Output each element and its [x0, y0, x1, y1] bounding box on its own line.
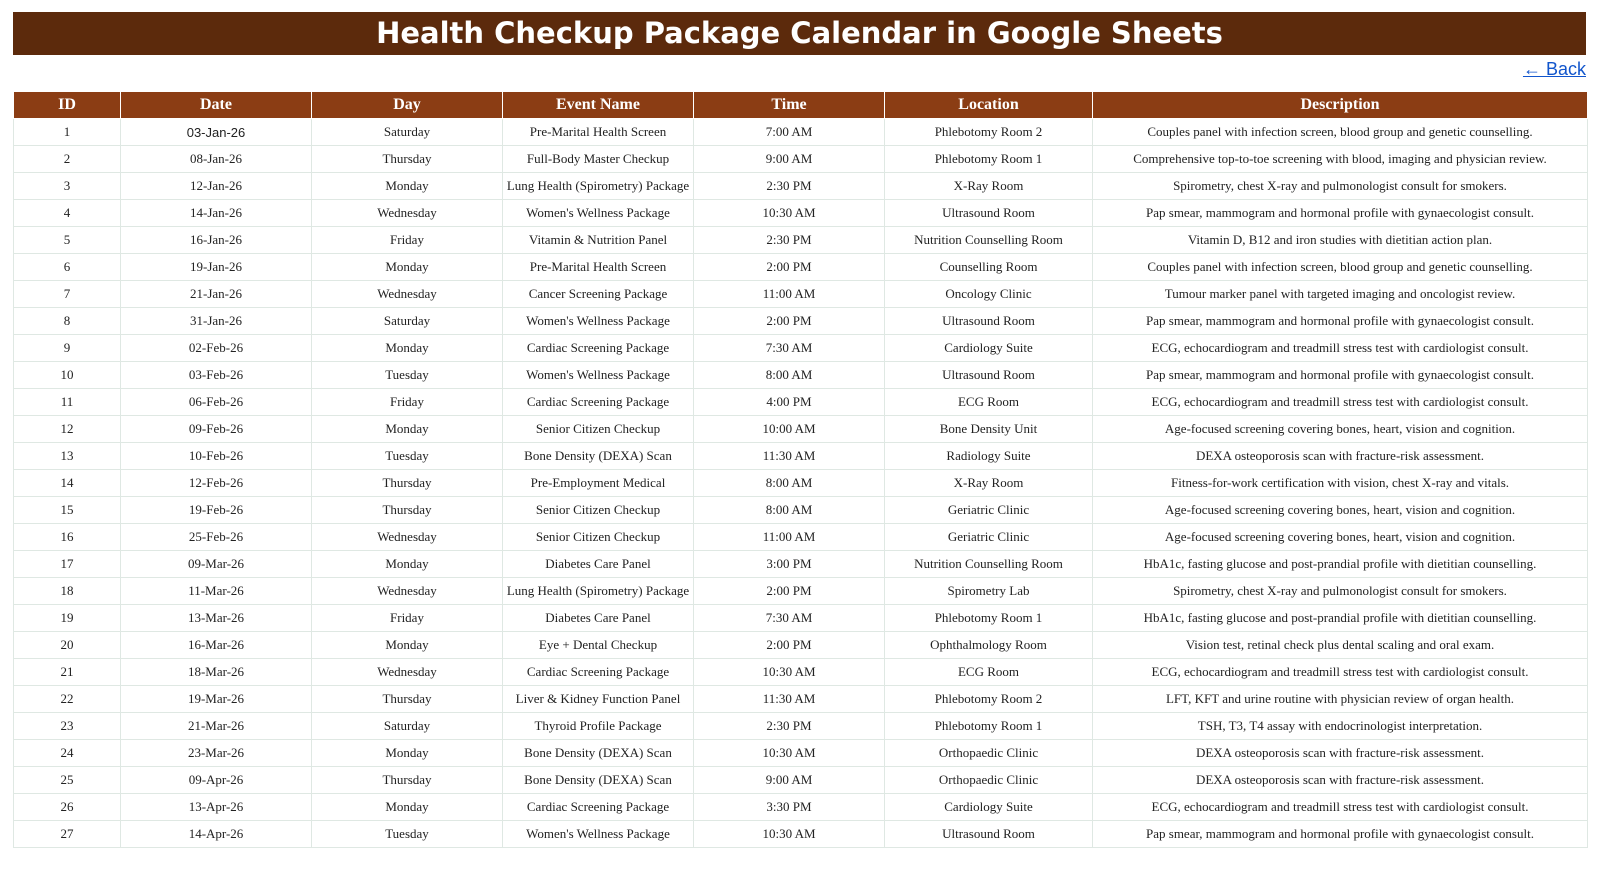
cell-date[interactable]: 16-Mar-26: [121, 632, 312, 659]
cell-time[interactable]: 4:00 PM: [694, 389, 885, 416]
table-row: [14, 821, 1588, 848]
cell-location[interactable]: Ultrasound Room: [885, 308, 1093, 335]
cell-description[interactable]: Pap smear, mammogram and hormonal profile with gynaecologist consult.: [1093, 308, 1588, 335]
cell-location[interactable]: Phlebotomy Room 1: [885, 605, 1093, 632]
table-row: [14, 254, 1588, 281]
cell-id[interactable]: 13: [14, 443, 121, 470]
column-header-id[interactable]: ID: [14, 92, 121, 119]
table-row: [14, 632, 1588, 659]
cell-description[interactable]: Couples panel with infection screen, blood group and genetic counselling.: [1093, 254, 1588, 281]
cell-time[interactable]: 10:30 AM: [694, 200, 885, 227]
cell-day[interactable]: Thursday: [312, 497, 503, 524]
cell-date[interactable]: 12-Feb-26: [121, 470, 312, 497]
cell-id[interactable]: 2: [14, 146, 121, 173]
cell-location[interactable]: Oncology Clinic: [885, 281, 1093, 308]
cell-description[interactable]: Pap smear, mammogram and hormonal profile with gynaecologist consult.: [1093, 821, 1588, 848]
cell-location[interactable]: ECG Room: [885, 659, 1093, 686]
cell-date[interactable]: 18-Mar-26: [121, 659, 312, 686]
cell-event-name[interactable]: Women's Wellness Package: [503, 308, 694, 335]
cell-location[interactable]: Nutrition Counselling Room: [885, 227, 1093, 254]
cell-description[interactable]: ECG, echocardiogram and treadmill stress test with cardiologist consult.: [1093, 389, 1588, 416]
cell-event-name[interactable]: Diabetes Care Panel: [503, 605, 694, 632]
cell-event-name[interactable]: Cancer Screening Package: [503, 281, 694, 308]
table-row: [14, 659, 1588, 686]
cell-description[interactable]: Pap smear, mammogram and hormonal profile with gynaecologist consult.: [1093, 362, 1588, 389]
cell-location[interactable]: Geriatric Clinic: [885, 497, 1093, 524]
cell-time[interactable]: 3:00 PM: [694, 551, 885, 578]
cell-id[interactable]: 19: [14, 605, 121, 632]
cell-id[interactable]: 1: [14, 119, 121, 146]
cell-date[interactable]: 14-Apr-26: [121, 821, 312, 848]
cell-id[interactable]: 22: [14, 686, 121, 713]
cell-date[interactable]: 19-Jan-26: [121, 254, 312, 281]
cell-id[interactable]: 7: [14, 281, 121, 308]
table-row: [14, 497, 1588, 524]
cell-time[interactable]: 8:00 AM: [694, 362, 885, 389]
cell-location[interactable]: Ultrasound Room: [885, 821, 1093, 848]
cell-time[interactable]: 10:30 AM: [694, 740, 885, 767]
table-row: [14, 308, 1588, 335]
cell-location[interactable]: Geriatric Clinic: [885, 524, 1093, 551]
cell-date[interactable]: 08-Jan-26: [121, 146, 312, 173]
cell-description[interactable]: DEXA osteoporosis scan with fracture-risk assessment.: [1093, 740, 1588, 767]
cell-day[interactable]: Thursday: [312, 470, 503, 497]
header-row: [14, 92, 1588, 119]
cell-id[interactable]: 5: [14, 227, 121, 254]
column-header-location[interactable]: Location: [885, 92, 1093, 119]
column-header-date[interactable]: Date: [121, 92, 312, 119]
cell-location[interactable]: Phlebotomy Room 1: [885, 146, 1093, 173]
page-title: Health Checkup Package Calendar in Google Sheets: [13, 12, 1586, 55]
table-row: [14, 173, 1588, 200]
cell-date[interactable]: 09-Mar-26: [121, 551, 312, 578]
cell-id[interactable]: 24: [14, 740, 121, 767]
table-row: [14, 389, 1588, 416]
table-row: [14, 335, 1588, 362]
cell-date[interactable]: 03-Jan-26: [121, 119, 312, 146]
cell-id[interactable]: 15: [14, 497, 121, 524]
cell-event-name[interactable]: Cardiac Screening Package: [503, 794, 694, 821]
cell-time[interactable]: 2:00 PM: [694, 578, 885, 605]
table-row: [14, 794, 1588, 821]
cell-id[interactable]: 17: [14, 551, 121, 578]
cell-location[interactable]: Spirometry Lab: [885, 578, 1093, 605]
table-row: [14, 605, 1588, 632]
cell-date[interactable]: 19-Feb-26: [121, 497, 312, 524]
cell-location[interactable]: Cardiology Suite: [885, 794, 1093, 821]
cell-event-name[interactable]: Thyroid Profile Package: [503, 713, 694, 740]
cell-id[interactable]: 20: [14, 632, 121, 659]
cell-event-name[interactable]: Women's Wellness Package: [503, 200, 694, 227]
cell-time[interactable]: 7:30 AM: [694, 335, 885, 362]
cell-description[interactable]: Age-focused screening covering bones, heart, vision and cognition.: [1093, 524, 1588, 551]
cell-time[interactable]: 9:00 AM: [694, 767, 885, 794]
table-row: [14, 686, 1588, 713]
cell-date[interactable]: 19-Mar-26: [121, 686, 312, 713]
cell-time[interactable]: 2:30 PM: [694, 173, 885, 200]
cell-description[interactable]: TSH, T3, T4 assay with endocrinologist interpretation.: [1093, 713, 1588, 740]
cell-event-name[interactable]: Vitamin & Nutrition Panel: [503, 227, 694, 254]
cell-time[interactable]: 2:00 PM: [694, 632, 885, 659]
cell-id[interactable]: 16: [14, 524, 121, 551]
cell-time[interactable]: 2:30 PM: [694, 227, 885, 254]
table-row: [14, 551, 1588, 578]
cell-time[interactable]: 2:00 PM: [694, 308, 885, 335]
cell-description[interactable]: Comprehensive top-to-toe screening with blood, imaging and physician review.: [1093, 146, 1588, 173]
cell-id[interactable]: 4: [14, 200, 121, 227]
cell-event-name[interactable]: Cardiac Screening Package: [503, 659, 694, 686]
cell-description[interactable]: ECG, echocardiogram and treadmill stress test with cardiologist consult.: [1093, 335, 1588, 362]
calendar-table: [13, 91, 1588, 848]
table-row: [14, 767, 1588, 794]
cell-event-name[interactable]: Pre-Marital Health Screen: [503, 254, 694, 281]
cell-event-name[interactable]: Senior Citizen Checkup: [503, 497, 694, 524]
cell-day[interactable]: Monday: [312, 632, 503, 659]
cell-description[interactable]: Spirometry, chest X-ray and pulmonologist consult for smokers.: [1093, 173, 1588, 200]
cell-day[interactable]: Friday: [312, 227, 503, 254]
cell-event-name[interactable]: Women's Wellness Package: [503, 362, 694, 389]
cell-id[interactable]: 11: [14, 389, 121, 416]
column-header-description[interactable]: Description: [1093, 92, 1588, 119]
cell-date[interactable]: 11-Mar-26: [121, 578, 312, 605]
cell-day[interactable]: Monday: [312, 794, 503, 821]
cell-location[interactable]: Orthopaedic Clinic: [885, 740, 1093, 767]
cell-event-name[interactable]: Lung Health (Spirometry) Package: [503, 578, 694, 605]
cell-event-name[interactable]: Women's Wellness Package: [503, 821, 694, 848]
cell-date[interactable]: 10-Feb-26: [121, 443, 312, 470]
cell-id[interactable]: 9: [14, 335, 121, 362]
cell-event-name[interactable]: Bone Density (DEXA) Scan: [503, 767, 694, 794]
cell-id[interactable]: 18: [14, 578, 121, 605]
cell-day[interactable]: Monday: [312, 254, 503, 281]
cell-description[interactable]: Vitamin D, B12 and iron studies with dietitian action plan.: [1093, 227, 1588, 254]
cell-description[interactable]: LFT, KFT and urine routine with physician review of organ health.: [1093, 686, 1588, 713]
column-header-day[interactable]: Day: [312, 92, 503, 119]
cell-location[interactable]: Radiology Suite: [885, 443, 1093, 470]
cell-location[interactable]: Bone Density Unit: [885, 416, 1093, 443]
table-row: [14, 416, 1588, 443]
cell-id[interactable]: 25: [14, 767, 121, 794]
cell-location[interactable]: Counselling Room: [885, 254, 1093, 281]
cell-event-name[interactable]: Eye + Dental Checkup: [503, 632, 694, 659]
table-row: [14, 470, 1588, 497]
cell-date[interactable]: 25-Feb-26: [121, 524, 312, 551]
cell-description[interactable]: Pap smear, mammogram and hormonal profile with gynaecologist consult.: [1093, 200, 1588, 227]
cell-day[interactable]: Monday: [312, 416, 503, 443]
cell-id[interactable]: 12: [14, 416, 121, 443]
column-header-event-name[interactable]: Event Name: [503, 92, 694, 119]
cell-event-name[interactable]: Pre-Employment Medical: [503, 470, 694, 497]
cell-date[interactable]: 23-Mar-26: [121, 740, 312, 767]
cell-description[interactable]: HbA1c, fasting glucose and post-prandial profile with dietitian counselling.: [1093, 605, 1588, 632]
column-header-time[interactable]: Time: [694, 92, 885, 119]
cell-description[interactable]: Couples panel with infection screen, blood group and genetic counselling.: [1093, 119, 1588, 146]
cell-location[interactable]: Phlebotomy Room 2: [885, 119, 1093, 146]
cell-time[interactable]: 11:30 AM: [694, 443, 885, 470]
cell-date[interactable]: 06-Feb-26: [121, 389, 312, 416]
cell-id[interactable]: 10: [14, 362, 121, 389]
cell-time[interactable]: 11:00 AM: [694, 524, 885, 551]
cell-description[interactable]: Spirometry, chest X-ray and pulmonologist consult for smokers.: [1093, 578, 1588, 605]
cell-time[interactable]: 11:00 AM: [694, 281, 885, 308]
cell-time[interactable]: 8:00 AM: [694, 497, 885, 524]
table-row: [14, 524, 1588, 551]
cell-location[interactable]: X-Ray Room: [885, 470, 1093, 497]
table-row: [14, 200, 1588, 227]
cell-day[interactable]: Thursday: [312, 767, 503, 794]
cell-event-name[interactable]: Diabetes Care Panel: [503, 551, 694, 578]
cell-event-name[interactable]: Bone Density (DEXA) Scan: [503, 740, 694, 767]
cell-date[interactable]: 13-Mar-26: [121, 605, 312, 632]
table-row: [14, 227, 1588, 254]
cell-day[interactable]: Saturday: [312, 119, 503, 146]
table-row: [14, 146, 1588, 173]
cell-description[interactable]: HbA1c, fasting glucose and post-prandial profile with dietitian counselling.: [1093, 551, 1588, 578]
cell-time[interactable]: 10:30 AM: [694, 821, 885, 848]
cell-day[interactable]: Monday: [312, 335, 503, 362]
cell-location[interactable]: Ultrasound Room: [885, 362, 1093, 389]
cell-day[interactable]: Saturday: [312, 713, 503, 740]
cell-date[interactable]: 16-Jan-26: [121, 227, 312, 254]
cell-date[interactable]: 02-Feb-26: [121, 335, 312, 362]
cell-id[interactable]: 8: [14, 308, 121, 335]
cell-location[interactable]: Phlebotomy Room 1: [885, 713, 1093, 740]
table-row: [14, 362, 1588, 389]
cell-time[interactable]: 10:30 AM: [694, 659, 885, 686]
cell-location[interactable]: X-Ray Room: [885, 173, 1093, 200]
table-row: [14, 443, 1588, 470]
cell-event-name[interactable]: Liver & Kidney Function Panel: [503, 686, 694, 713]
cell-description[interactable]: Age-focused screening covering bones, heart, vision and cognition.: [1093, 416, 1588, 443]
cell-event-name[interactable]: Senior Citizen Checkup: [503, 416, 694, 443]
cell-id[interactable]: 26: [14, 794, 121, 821]
cell-date[interactable]: 21-Jan-26: [121, 281, 312, 308]
table-row: [14, 578, 1588, 605]
cell-day[interactable]: Tuesday: [312, 821, 503, 848]
cell-id[interactable]: 27: [14, 821, 121, 848]
cell-description[interactable]: ECG, echocardiogram and treadmill stress test with cardiologist consult.: [1093, 794, 1588, 821]
cell-description[interactable]: Tumour marker panel with targeted imaging and oncologist review.: [1093, 281, 1588, 308]
cell-day[interactable]: Wednesday: [312, 578, 503, 605]
cell-time[interactable]: 7:00 AM: [694, 119, 885, 146]
cell-location[interactable]: Ophthalmology Room: [885, 632, 1093, 659]
cell-location[interactable]: ECG Room: [885, 389, 1093, 416]
cell-day[interactable]: Friday: [312, 389, 503, 416]
cell-time[interactable]: 2:30 PM: [694, 713, 885, 740]
cell-day[interactable]: Thursday: [312, 146, 503, 173]
cell-day[interactable]: Friday: [312, 605, 503, 632]
cell-event-name[interactable]: Cardiac Screening Package: [503, 335, 694, 362]
cell-time[interactable]: 8:00 AM: [694, 470, 885, 497]
cell-id[interactable]: 6: [14, 254, 121, 281]
table-row: [14, 281, 1588, 308]
cell-day[interactable]: Tuesday: [312, 443, 503, 470]
cell-date[interactable]: 09-Apr-26: [121, 767, 312, 794]
cell-event-name[interactable]: Senior Citizen Checkup: [503, 524, 694, 551]
cell-day[interactable]: Tuesday: [312, 362, 503, 389]
cell-location[interactable]: Nutrition Counselling Room: [885, 551, 1093, 578]
cell-time[interactable]: 11:30 AM: [694, 686, 885, 713]
cell-day[interactable]: Monday: [312, 173, 503, 200]
cell-day[interactable]: Monday: [312, 551, 503, 578]
table-row: [14, 119, 1588, 146]
cell-day[interactable]: Wednesday: [312, 200, 503, 227]
cell-id[interactable]: 21: [14, 659, 121, 686]
cell-description[interactable]: Fitness-for-work certification with vision, chest X-ray and vitals.: [1093, 470, 1588, 497]
cell-id[interactable]: 23: [14, 713, 121, 740]
cell-location[interactable]: Orthopaedic Clinic: [885, 767, 1093, 794]
table-body: [14, 119, 1588, 848]
cell-event-name[interactable]: Bone Density (DEXA) Scan: [503, 443, 694, 470]
back-link[interactable]: ← Back: [1522, 59, 1586, 79]
cell-id[interactable]: 3: [14, 173, 121, 200]
cell-date[interactable]: 31-Jan-26: [121, 308, 312, 335]
cell-day[interactable]: Thursday: [312, 686, 503, 713]
cell-day[interactable]: Wednesday: [312, 659, 503, 686]
cell-day[interactable]: Wednesday: [312, 524, 503, 551]
cell-date[interactable]: 12-Jan-26: [121, 173, 312, 200]
cell-description[interactable]: Age-focused screening covering bones, heart, vision and cognition.: [1093, 497, 1588, 524]
cell-date[interactable]: 14-Jan-26: [121, 200, 312, 227]
cell-event-name[interactable]: Pre-Marital Health Screen: [503, 119, 694, 146]
cell-id[interactable]: 14: [14, 470, 121, 497]
cell-day[interactable]: Saturday: [312, 308, 503, 335]
cell-event-name[interactable]: Cardiac Screening Package: [503, 389, 694, 416]
cell-date[interactable]: 13-Apr-26: [121, 794, 312, 821]
cell-day[interactable]: Wednesday: [312, 281, 503, 308]
table-row: [14, 713, 1588, 740]
cell-description[interactable]: DEXA osteoporosis scan with fracture-risk assessment.: [1093, 443, 1588, 470]
cell-description[interactable]: Vision test, retinal check plus dental scaling and oral exam.: [1093, 632, 1588, 659]
cell-time[interactable]: 9:00 AM: [694, 146, 885, 173]
cell-description[interactable]: DEXA osteoporosis scan with fracture-risk assessment.: [1093, 767, 1588, 794]
cell-day[interactable]: Monday: [312, 740, 503, 767]
cell-event-name[interactable]: Lung Health (Spirometry) Package: [503, 173, 694, 200]
cell-date[interactable]: 21-Mar-26: [121, 713, 312, 740]
cell-time[interactable]: 2:00 PM: [694, 254, 885, 281]
cell-description[interactable]: ECG, echocardiogram and treadmill stress test with cardiologist consult.: [1093, 659, 1588, 686]
cell-location[interactable]: Cardiology Suite: [885, 335, 1093, 362]
cell-time[interactable]: 10:00 AM: [694, 416, 885, 443]
cell-time[interactable]: 7:30 AM: [694, 605, 885, 632]
cell-location[interactable]: Phlebotomy Room 2: [885, 686, 1093, 713]
cell-date[interactable]: 09-Feb-26: [121, 416, 312, 443]
cell-time[interactable]: 3:30 PM: [694, 794, 885, 821]
cell-location[interactable]: Ultrasound Room: [885, 200, 1093, 227]
table-row: [14, 740, 1588, 767]
cell-date[interactable]: 03-Feb-26: [121, 362, 312, 389]
cell-event-name[interactable]: Full-Body Master Checkup: [503, 146, 694, 173]
